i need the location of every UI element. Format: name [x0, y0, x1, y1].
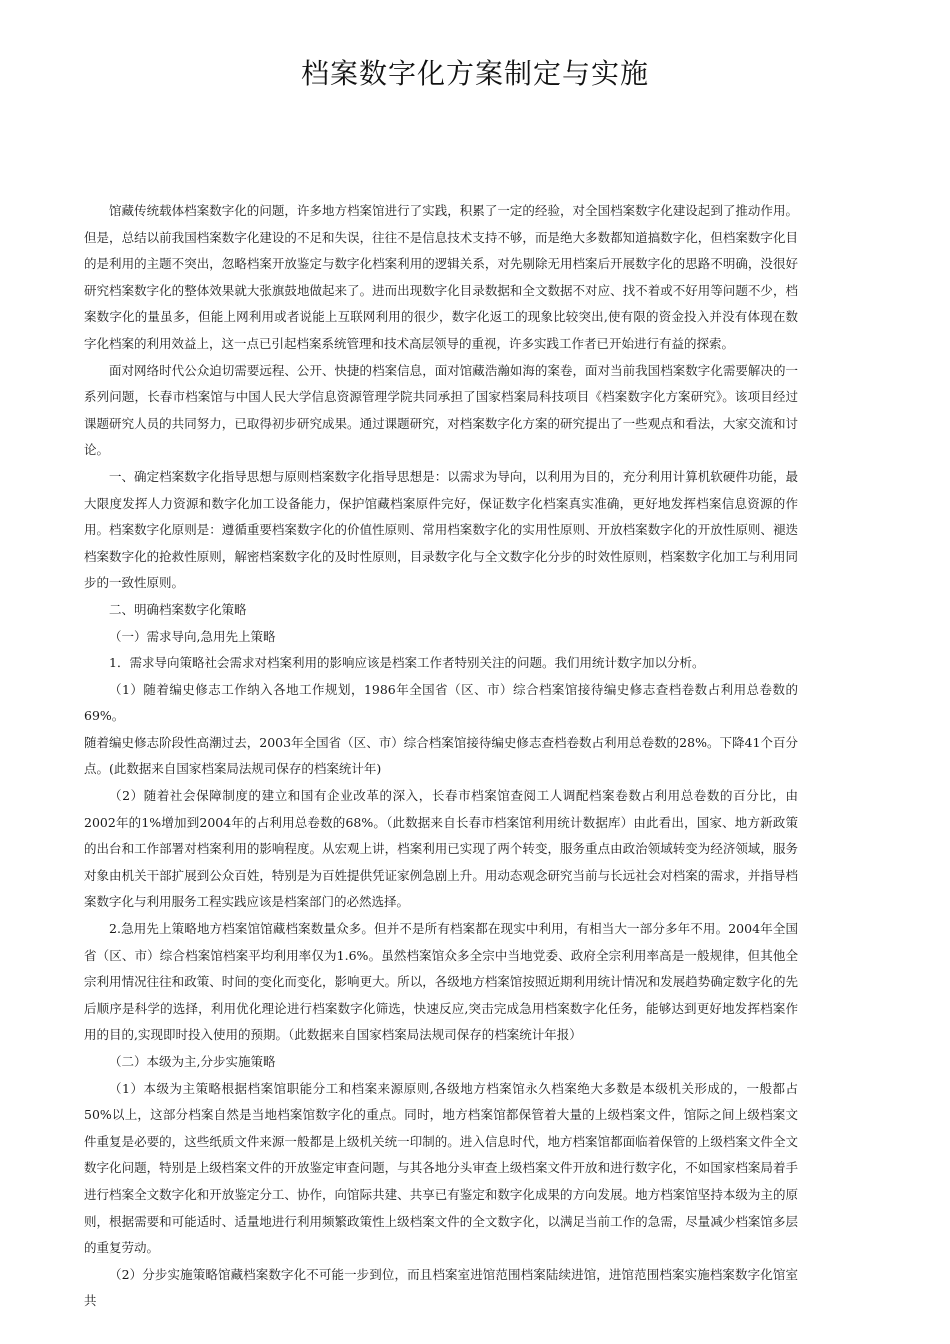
document-title: 档案数字化方案制定与实施	[300, 57, 649, 90]
paragraph-project: 面对网络时代公众迫切需要远程、公开、快捷的档案信息，面对馆藏浩瀚如海的案卷，面对当前我国档案数字化需要解决的一系列问题，长春市档案馆与中国人民大学信息资源管理学院共同承担了国家档案局科技项目《档案数字化方案研究》。该项目经过课题研究人员的共同努力，已取得初步研究成果。通过课题研究，对档案数字化方案的研究提出了一些观点和看法，大家交流和讨论。	[84, 362, 798, 458]
paragraph-stepwise: （2）分步实施策略馆藏档案数字化不可能一步到位，而且档案室进馆范围档案陆续进馆，进馆范围档案实施档案数字化馆室共	[84, 1266, 798, 1309]
paragraph-item-1-continued: 随着编史修志阶段性高潮过去，2003年全国省（区、市）综合档案馆接待编史修志查档卷数占利用总卷数的28%。下降41个百分点。(此数据来自国家档案局法规司保存的档案统计年)	[84, 734, 798, 777]
heading-subsection-2: （二）本级为主,分步实施策略	[109, 1054, 276, 1069]
paragraph-item-1: （1）随着编史修志工作纳入各地工作规划，1986年全国省（区、市）综合档案馆接待编史修志查档卷数占利用总卷数的69%。	[84, 681, 798, 724]
heading-subsection-1: （一）需求导向,急用先上策略	[109, 628, 276, 644]
document-body	[84, 198, 798, 1315]
paragraph-intro: 馆藏传统载体档案数字化的问题，许多地方档案馆进行了实践，积累了一定的经验，对全国档案数字化建设起到了推动作用。但是，总结以前我国档案数字化建设的不足和失误，往往不是信息技术支持不够，而是绝大多数都知道搞数字化，但档案数字化目的是利用的主题不突出，忽略档案开放鉴定与数字化档案利用的逻辑关系，对先剔除无用档案后开展数字化的思路不明确，没很好研究档案数字化的整体效果就大张旗鼓地做起来了。进而出现数字化目录数据和全文数据不对应、找不着或不好用等问题不少，档案数字化的量虽多，但能上网利用或者说能上互联网利用的很少，数字化返工的现象比较突出,使有限的资金投入并没有体现在数字化档案的利用效益上，这一点已引起档案系统管理和技术高层领导的重视，许多实践工作者已开始进行有益的探索。	[84, 203, 798, 351]
paragraph-urgent-strategy: 2.急用先上策略地方档案馆馆藏档案数量众多。但并不是所有档案都在现实中利用，有相当大一部分多年不用。2004年全国省（区、市）综合档案馆档案平均利用率仅为1.6%。虽然档案馆众多全宗中当地党委、政府全宗利用率高是一般规律，但其他全宗利用情况往往和政策、时间的变化而变化，影响更大。所以，各级地方档案馆按照近期利用统计情况和发展趋势确定数字化的先后顺序是科学的选择，利用优化理论进行档案数字化筛选，快速反应,突击完成急用档案数字化任务，能够达到更好地发挥档案作用的目的,实现即时投入使用的预期。（此数据来自国家档案局法规司保存的档案统计年报）	[84, 921, 798, 1043]
heading-section-2: 二、明确档案数字化策略	[109, 601, 247, 617]
paragraph-item-2: （2）随着社会保障制度的建立和国有企业改革的深入，长春市档案馆查阅工人调配档案卷数占利用总卷数的百分比，由2002年的1%增加到2004年的占利用总卷数的68%。（此数据来自长春市档案馆利用统计数据库）由此看出，国家、地方新政策的出台和工作部署对档案利用的影响程度。从宏观上讲，档案利用已实现了两个转变，服务重点由政治领域转变为经济领域，服务对象由机关干部扩展到公众百姓，特别是为百姓提供凭证家例急剧上升。用动态观念研究当前与长远社会对档案的需求，并指导档案数字化与利用服务工程实践应该是档案部门的必然选择。	[84, 788, 798, 910]
paragraph-demand-strategy: 1．需求导向策略社会需求对档案利用的影响应该是档案工作者特别关注的问题。我们用统计数字加以分析。	[109, 655, 705, 671]
paragraph-section-1: 一、确定档案数字化指导思想与原则档案数字化指导思想是：以需求为导向，以利用为目的，充分利用计算机软硬件功能，最大限度发挥人力资源和数字化加工设备能力，保护馆藏档案原件完好，保证数字化档案真实准确，更好地发挥档案信息资源的作用。档案数字化原则是：遵循重要档案数字化的价值性原则、常用档案数字化的实用性原则、开放档案数字化的开放性原则、褪迭档案数字化的抢救性原则，解密档案数字化的及时性原则，目录数字化与全文数字化分步的时效性原则，档案数字化加工与利用同步的一致性原则。	[84, 468, 798, 591]
paragraph-local-level: （1）本级为主策略根据档案馆职能分工和档案来源原则,各级地方档案馆永久档案绝大多数是本级机关形成的，一般都占50%以上，这部分档案自然是当地档案馆数字化的重点。同时，地方档案馆都保管着大量的上级档案文件，馆际之间上级档案文件重复是必要的，这些纸质文件来源一般都是上级机关统一印制的。进入信息时代，地方档案馆都面临着保管的上级档案文件全文数字化问题，特别是上级档案文件的开放鉴定审查问题，与其各地分头审查上级档案文件开放和进行数字化，不如国家档案局着手进行档案全文数字化和开放鉴定分工、协作，向馆际共建、共享已有鉴定和数字化成果的方向发展。地方档案馆坚持本级为主的原则，根据需要和可能适时、适量地进行利用频繁政策性上级档案文件的全文数字化，以满足当前工作的急需，尽量减少档案馆多层的重复劳动。	[84, 1080, 798, 1256]
